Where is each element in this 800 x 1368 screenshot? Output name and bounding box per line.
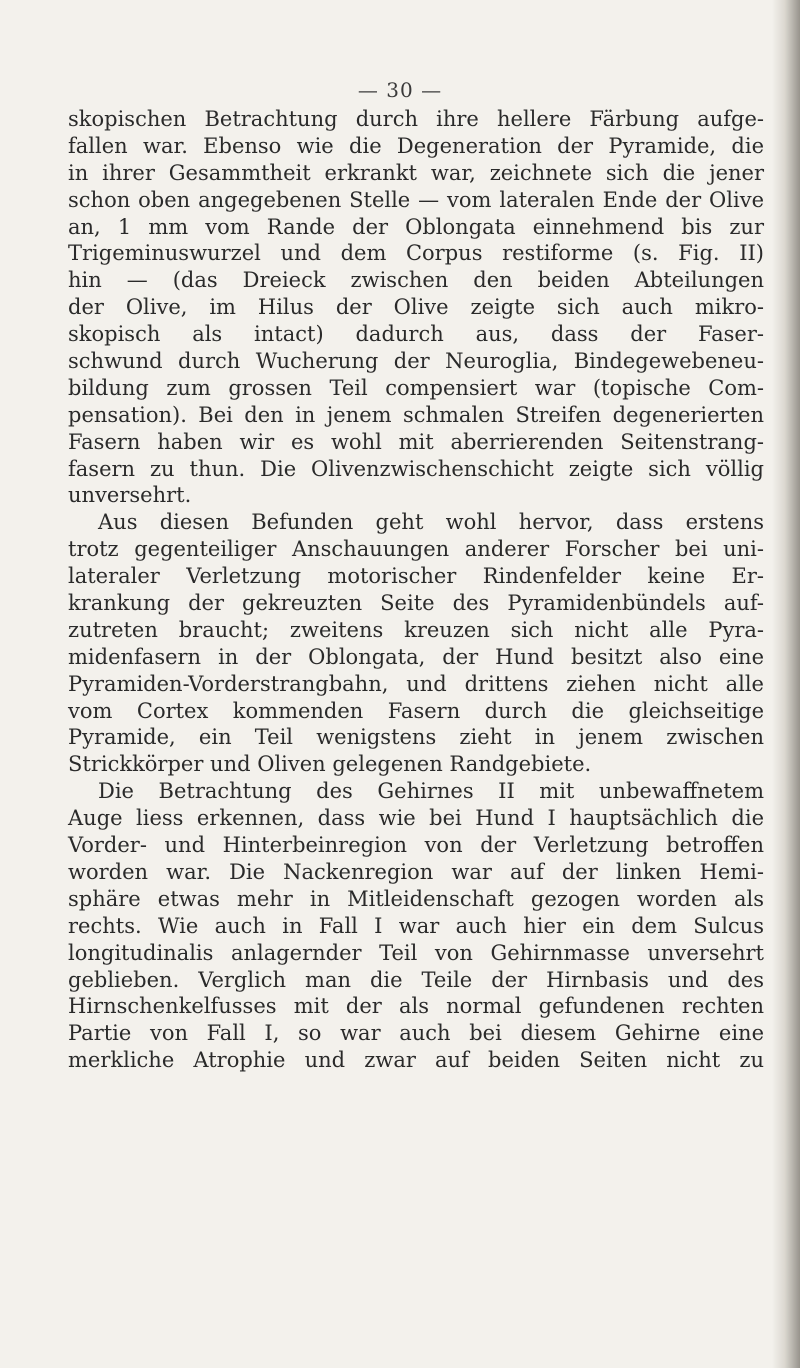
text-line: rechts. Wie auch in Fall I war auch hier ein dem Sulcus (68, 913, 764, 938)
text-line: Die Betrachtung des Gehirnes II mit unbewaffnetem (98, 779, 764, 804)
text-line: der Olive, im Hilus der Olive zeigte sich auch mikro- (68, 295, 764, 320)
text-line: Aus diesen Befunden geht wohl hervor, dass erstens (98, 510, 764, 535)
text-line: Partie von Fall I, so war auch bei diesem Gehirne eine (68, 1021, 764, 1046)
text-line: geblieben. Verglich man die Teile der Hirnbasis und des (68, 967, 764, 992)
text-line: Hirnschenkelfusses mit der als normal gefundenen rechten (68, 994, 764, 1019)
text-line: Trigeminuswurzel und dem Corpus restiforme (s. Fig. II) (68, 241, 764, 266)
body-text (68, 106, 764, 1074)
text-line: fasern zu thun. Die Olivenzwischenschicht zeigte sich völlig (68, 456, 764, 481)
text-line: Strickkörper und Oliven gelegenen Randgebiete. (68, 752, 592, 777)
text-line: Fasern haben wir es wohl mit aberrierenden Seitenstrang- (68, 429, 764, 454)
text-line: Vorder- und Hinterbeinregion von der Verletzung betroffen (68, 833, 764, 858)
text-line: Auge liess erkennen, dass wie bei Hund I hauptsächlich die (68, 806, 764, 831)
text-line: hin — (das Dreieck zwischen den beiden Abteilungen (68, 268, 764, 293)
text-line: schwund durch Wucherung der Neuroglia, Bindegewebeneu- (68, 349, 764, 374)
text-line: an, 1 mm vom Rande der Oblongata einnehmend bis zur (68, 214, 764, 239)
text-line: worden war. Die Nackenregion war auf der linken Hemi- (68, 859, 764, 884)
text-line: skopisch als intact) dadurch aus, dass der Faser- (68, 322, 764, 347)
page-number: — 30 — (357, 78, 443, 102)
text-line: midenfasern in der Oblongata, der Hund besitzt also eine (68, 644, 764, 669)
text-line: vom Cortex kommenden Fasern durch die gleichseitige (68, 698, 764, 723)
text-line: bildung zum grossen Teil compensiert war (topische Com- (68, 375, 764, 400)
text-line: Pyramide, ein Teil wenigstens zieht in jenem zwischen (68, 725, 764, 750)
text-line: sphäre etwas mehr in Mitleidenschaft gezogen worden als (68, 886, 764, 911)
text-line: longitudinalis anlagernder Teil von Gehirnmasse unversehrt (68, 940, 764, 965)
text-line: trotz gegenteiliger Anschauungen anderer Forscher bei uni- (68, 537, 764, 562)
text-line: krankung der gekreuzten Seite des Pyramidenbündels auf- (68, 591, 764, 616)
text-line: zutreten braucht; zweitens kreuzen sich nicht alle Pyra- (68, 617, 764, 642)
text-line: unversehrt. (68, 483, 192, 508)
text-line: in ihrer Gesammtheit erkrankt war, zeichnete sich die jener (68, 160, 764, 185)
text-line: Pyramiden-Vorderstrangbahn, und drittens ziehen nicht alle (68, 671, 764, 696)
text-line: schon oben angegebenen Stelle — vom lateralen Ende der Olive (68, 187, 764, 212)
page-edge-shadow (772, 0, 800, 1368)
text-line: fallen war. Ebenso wie die Degeneration der Pyramide, die (68, 133, 764, 158)
text-line: lateraler Verletzung motorischer Rindenfelder keine Er- (68, 564, 764, 589)
text-line: merkliche Atrophie und zwar auf beiden Seiten nicht zu (68, 1048, 764, 1073)
text-line: pensation). Bei den in jenem schmalen Streifen degenerierten (68, 402, 764, 427)
text-line: skopischen Betrachtung durch ihre hellere Färbung aufge- (68, 107, 764, 131)
